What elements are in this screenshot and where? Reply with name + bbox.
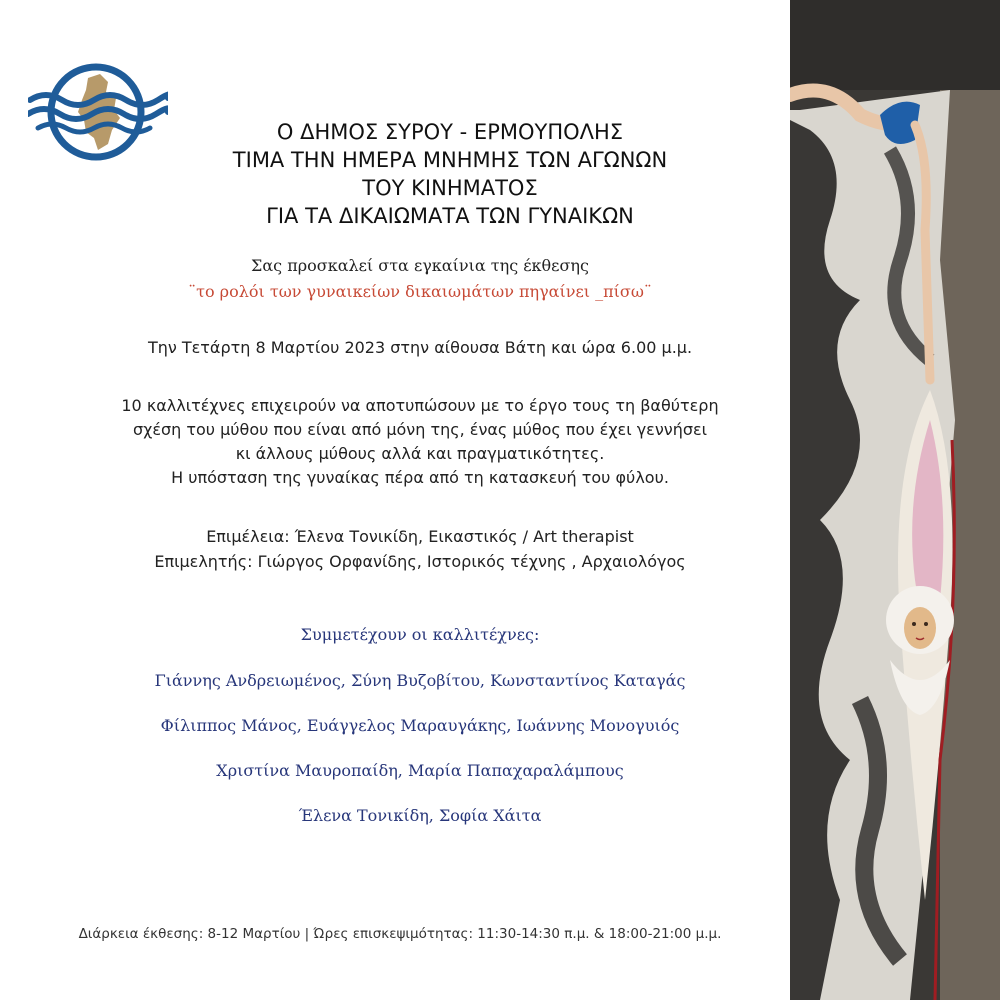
- header-line-1: Ο ΔΗΜΟΣ ΣΥΡΟΥ - ΕΡΜΟΥΠΟΛΗΣ: [276, 120, 624, 144]
- participants-title: Συμμετέχουν οι καλλιτέχνες:: [300, 625, 540, 644]
- header-title: [190, 118, 710, 230]
- credits: [60, 524, 780, 574]
- footer-hours: Διάρκεια έκθεσης: 8-12 Μαρτίου | Ώρες επισκεψιμότητας: 11:30-14:30 π.μ. & 18:00-21:00 μ.μ.: [78, 926, 722, 942]
- description-line-3: κι άλλους μύθους αλλά και πραγματικότητες.: [235, 444, 605, 463]
- description: [60, 394, 780, 490]
- artwork-photo: [790, 0, 1000, 1000]
- artists-line-1: Γιάννης Ανδρειωμένος, Σύνη Βυζοβίτου, Κωνσταντίνος Καταγάς: [154, 671, 686, 690]
- header-line-3: ΤΟΥ ΚΙΝΗΜΑΤΟΣ: [362, 176, 538, 200]
- artists-line-3: Χριστίνα Μαυροπαίδη, Μαρία Παπαχαραλάμπους: [216, 761, 624, 780]
- editor-line: Επιμελητής: Γιώργος Ορφανίδης, Ιστορικός τέχνης , Αρχαιολόγος: [154, 552, 686, 571]
- artists-line-2: Φίλιππος Μάνος, Ευάγγελος Μαραυγάκης, Ιωάννης Μονογυιός: [160, 716, 680, 735]
- description-line-4: Η υπόσταση της γυναίκας πέρα από τη κατασκευή του φύλου.: [171, 468, 669, 487]
- description-line-1: 10 καλλιτέχνες επιχειρούν να αποτυπώσουν με το έργο τους τη βαθύτερη: [121, 396, 719, 415]
- description-line-2: σχέση του μύθου που είναι από μόνη της, ένας μύθος που έχει γεννήσει: [132, 420, 708, 439]
- date-line: Την Τετάρτη 8 Μαρτίου 2023 στην αίθουσα Βάτη και ώρα 6.00 μ.μ.: [147, 338, 693, 357]
- header-line-2: ΤΙΜΑ ΤΗΝ ΗΜΕΡΑ ΜΝΗΜΗΣ ΤΩΝ ΑΓΩΝΩΝ: [232, 148, 668, 172]
- artists-line-4: Έλενα Τονικίδη, Σοφία Χάιτα: [298, 806, 542, 825]
- invitation-line: Σας προσκαλεί στα εγκαίνια της έκθεσης: [251, 256, 589, 275]
- municipality-logo: [28, 60, 168, 170]
- curator-line: Επιμέλεια: Έλενα Τονικίδη, Εικαστικός / Art therapist: [206, 527, 634, 546]
- header-line-4: ΓΙΑ ΤΑ ΔΙΚΑΙΩΜΑΤΑ ΤΩΝ ΓΥΝΑΙΚΩΝ: [266, 204, 634, 228]
- exhibition-title: ¨το ρολόι των γυναικείων δικαιωμάτων πηγαίνει _πίσω¨: [188, 282, 652, 301]
